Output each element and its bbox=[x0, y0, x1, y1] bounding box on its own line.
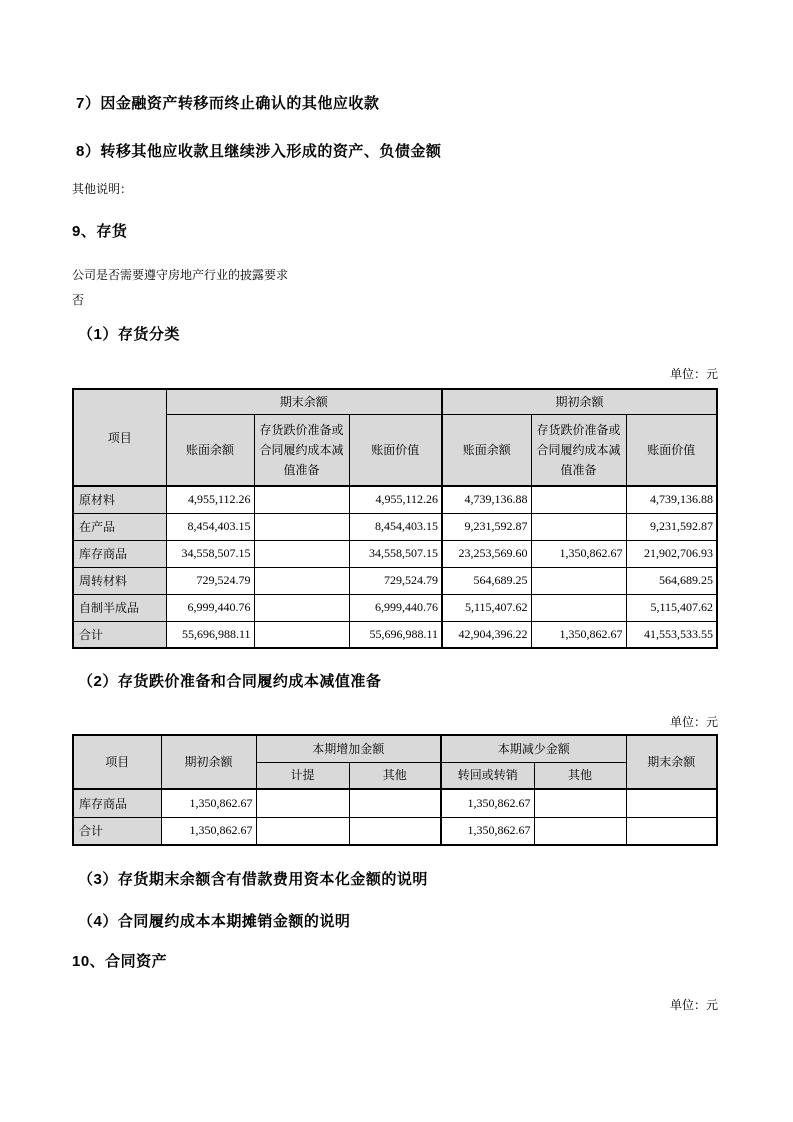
table-cell: 1,350,862.67 bbox=[161, 817, 256, 845]
table-cell: 4,955,112.26 bbox=[349, 486, 442, 513]
table-cell bbox=[349, 789, 441, 817]
column-header-item: 项目 bbox=[73, 735, 161, 789]
column-header-book-value-begin: 账面价值 bbox=[626, 414, 717, 486]
table-cell: 8,454,403.15 bbox=[166, 513, 254, 540]
table-cell: 1,350,862.67 bbox=[531, 540, 626, 567]
heading-9-inventory: 9、存货 bbox=[72, 223, 128, 240]
group-header-increase: 本期增加金额 bbox=[256, 735, 441, 762]
column-header-beginning-balance: 期初余额 bbox=[161, 735, 256, 789]
row-label: 合计 bbox=[73, 621, 166, 648]
heading-s1-inventory-classification: （1）存货分类 bbox=[78, 326, 180, 343]
table-cell bbox=[534, 817, 626, 845]
real-estate-disclosure-answer: 否 bbox=[72, 293, 85, 307]
table-cell: 41,553,533.55 bbox=[626, 621, 717, 648]
column-header-decrease-other: 其他 bbox=[534, 762, 626, 789]
column-header-reversal: 转回或转销 bbox=[441, 762, 534, 789]
heading-s2-inventory-provision: （2）存货跌价准备和合同履约成本减值准备 bbox=[78, 673, 382, 690]
table-cell: 1,350,862.67 bbox=[531, 621, 626, 648]
column-header-accrual: 计提 bbox=[256, 762, 349, 789]
row-label: 在产品 bbox=[73, 513, 166, 540]
row-label: 库存商品 bbox=[73, 540, 166, 567]
real-estate-disclosure-question: 公司是否需要遵守房地产行业的披露要求 bbox=[72, 268, 289, 282]
table-cell bbox=[254, 621, 349, 648]
table-cell: 9,231,592.87 bbox=[442, 513, 531, 540]
table-cell: 729,524.79 bbox=[349, 567, 442, 594]
real-estate-disclosure-block bbox=[72, 263, 718, 313]
table-row-finished-goods-provision bbox=[73, 789, 717, 817]
column-header-book-balance-end: 账面余额 bbox=[166, 414, 254, 486]
table-cell: 564,689.25 bbox=[442, 567, 531, 594]
table-cell: 6,999,440.76 bbox=[166, 594, 254, 621]
row-label: 周转材料 bbox=[73, 567, 166, 594]
table-cell bbox=[254, 540, 349, 567]
table-row-total bbox=[73, 621, 717, 648]
table-cell: 42,904,396.22 bbox=[442, 621, 531, 648]
group-header-decrease: 本期减少金额 bbox=[441, 735, 626, 762]
table-cell: 729,524.79 bbox=[166, 567, 254, 594]
table-cell bbox=[254, 486, 349, 513]
other-note-label: 其他说明： bbox=[72, 182, 133, 196]
table-cell: 564,689.25 bbox=[626, 567, 717, 594]
table-cell bbox=[256, 817, 349, 845]
table-cell bbox=[349, 817, 441, 845]
row-label: 原材料 bbox=[73, 486, 166, 513]
table-cell: 5,115,407.62 bbox=[442, 594, 531, 621]
column-header-book-balance-begin: 账面余额 bbox=[442, 414, 531, 486]
table-cell: 21,902,706.93 bbox=[626, 540, 717, 567]
table-cell bbox=[531, 513, 626, 540]
table-cell: 1,350,862.67 bbox=[161, 789, 256, 817]
column-header-ending-balance: 期末余额 bbox=[626, 735, 717, 789]
inventory-classification-table bbox=[72, 388, 718, 649]
heading-8-transferred-receivables: 8）转移其他应收款且继续涉入形成的资产、负债金额 bbox=[76, 143, 442, 160]
table-cell: 6,999,440.76 bbox=[349, 594, 442, 621]
heading-s4-contract-cost-amortization: （4）合同履约成本本期摊销金额的说明 bbox=[78, 913, 351, 930]
table-cell: 8,454,403.15 bbox=[349, 513, 442, 540]
table-row-revolving-materials bbox=[73, 567, 717, 594]
table-cell: 55,696,988.11 bbox=[166, 621, 254, 648]
table-cell bbox=[254, 567, 349, 594]
row-label: 库存商品 bbox=[73, 789, 161, 817]
table-cell bbox=[534, 789, 626, 817]
table-cell: 9,231,592.87 bbox=[626, 513, 717, 540]
unit-label-3: 单位：元 bbox=[669, 998, 718, 1012]
table-row-semi-finished bbox=[73, 594, 717, 621]
inventory-provision-table bbox=[72, 734, 718, 846]
row-label: 自制半成品 bbox=[73, 594, 166, 621]
table-cell: 55,696,988.11 bbox=[349, 621, 442, 648]
table-cell bbox=[531, 594, 626, 621]
unit-label-2: 单位：元 bbox=[669, 715, 718, 729]
column-header-provision-end: 存货跌价准备或合同履约成本减值准备 bbox=[254, 414, 349, 486]
table-cell bbox=[626, 817, 717, 845]
group-header-beginning-balance: 期初余额 bbox=[442, 389, 717, 414]
table-cell bbox=[256, 789, 349, 817]
table-cell bbox=[531, 567, 626, 594]
table-cell: 4,739,136.88 bbox=[442, 486, 531, 513]
heading-s3-capitalized-borrowing-costs: （3）存货期末余额含有借款费用资本化金额的说明 bbox=[78, 871, 428, 888]
table-row-work-in-progress bbox=[73, 513, 717, 540]
column-header-book-value-end: 账面价值 bbox=[349, 414, 442, 486]
table-cell: 34,558,507.15 bbox=[166, 540, 254, 567]
table-cell: 1,350,862.67 bbox=[441, 817, 534, 845]
table-cell: 23,253,569.60 bbox=[442, 540, 531, 567]
row-label: 合计 bbox=[73, 817, 161, 845]
column-header-increase-other: 其他 bbox=[349, 762, 441, 789]
table-cell bbox=[254, 594, 349, 621]
table-cell bbox=[531, 486, 626, 513]
group-header-ending-balance: 期末余额 bbox=[166, 389, 442, 414]
heading-7-other-receivables-derecognized: 7）因金融资产转移而终止确认的其他应收款 bbox=[76, 95, 380, 112]
table-cell: 4,739,136.88 bbox=[626, 486, 717, 513]
table-cell bbox=[626, 789, 717, 817]
column-header-item: 项目 bbox=[73, 389, 166, 486]
table-row-total-provision bbox=[73, 817, 717, 845]
column-header-provision-begin: 存货跌价准备或合同履约成本减值准备 bbox=[531, 414, 626, 486]
heading-10-contract-assets: 10、合同资产 bbox=[72, 953, 168, 970]
table-cell: 34,558,507.15 bbox=[349, 540, 442, 567]
table-cell bbox=[254, 513, 349, 540]
table-cell: 4,955,112.26 bbox=[166, 486, 254, 513]
table-row-finished-goods bbox=[73, 540, 717, 567]
table-cell: 5,115,407.62 bbox=[626, 594, 717, 621]
table-row-raw-materials bbox=[73, 486, 717, 513]
table-cell: 1,350,862.67 bbox=[441, 789, 534, 817]
unit-label-1: 单位：元 bbox=[669, 367, 718, 381]
